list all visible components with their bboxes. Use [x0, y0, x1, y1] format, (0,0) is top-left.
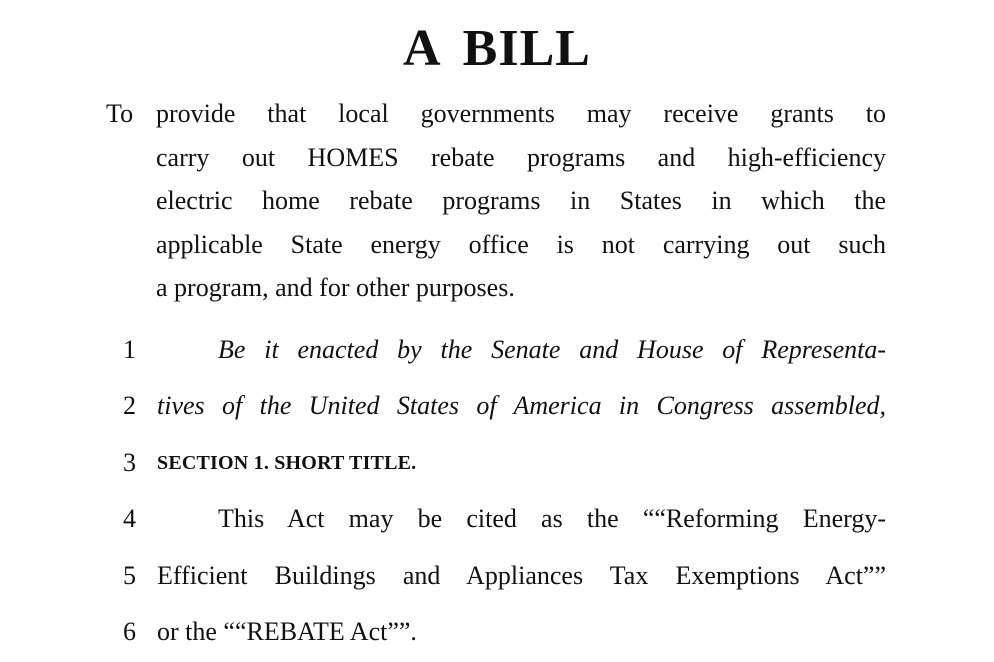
- purpose-lead-word: To: [106, 99, 134, 128]
- purpose-line: applicable State energy office is not carrying out such: [156, 229, 886, 259]
- numbered-line: [0, 322, 994, 378]
- body-text-line: Efficient Buildings and Appliances Tax Exemptions Act””: [157, 561, 886, 590]
- line-number: 6: [123, 617, 136, 646]
- enacting-clause-line: tives of the United States of America in Congress assembled,: [157, 391, 886, 420]
- numbered-line: [0, 548, 994, 604]
- body-text-line: This Act may be cited as the ““Reforming Energy-: [218, 504, 886, 533]
- bill-title: A BILL: [403, 20, 591, 77]
- numbered-line: [0, 378, 994, 434]
- section-heading: SECTION 1. SHORT TITLE.: [157, 452, 417, 474]
- purpose-line: a program, and for other purposes.: [156, 273, 515, 302]
- line-number: 1: [123, 335, 136, 364]
- purpose-line: provide that local governments may receive grants to: [156, 99, 886, 128]
- numbered-line: [0, 604, 994, 660]
- line-number: 3: [123, 448, 136, 477]
- line-number: 2: [123, 391, 136, 420]
- numbered-line: [0, 491, 994, 547]
- purpose-line: electric home rebate programs in States in which the: [156, 186, 886, 215]
- enacting-clause-line: Be it enacted by the Senate and House of Representa-: [218, 335, 886, 364]
- purpose-text: [156, 92, 886, 310]
- line-number: 5: [123, 561, 136, 590]
- numbered-line: [0, 435, 994, 491]
- line-number: 4: [123, 504, 136, 533]
- purpose-line: carry out HOMES rebate programs and high-efficiency: [156, 142, 886, 172]
- body-text-line: or the ““REBATE Act””.: [157, 617, 417, 646]
